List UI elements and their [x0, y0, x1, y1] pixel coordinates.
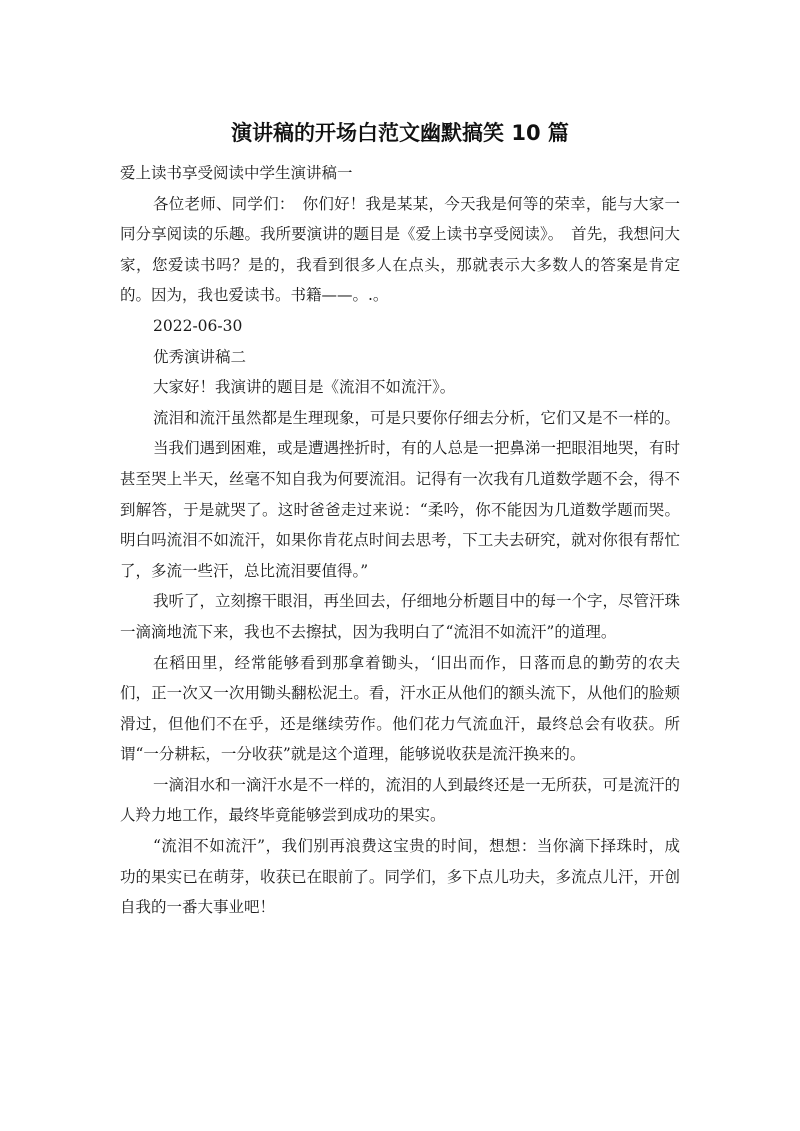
paragraph: 各位老师、同学们： 你们好！我是某某，今天我是何等的荣幸，能与大家一同分享阅读的乐趣。我所要演讲的题目是《爱上读书享受阅读》。 首先，我想问大家，您爱读书吗？是的，我看到很多人在点头，那就表示大多数人的答案是肯定的。因为，我也爱读书。书籍——。.。 [120, 194, 680, 305]
document-title: 演讲稿的开场白范文幽默搞笑 10 篇 [231, 121, 569, 145]
paragraph: 我听了，立刻擦干眼泪，再坐回去，仔细地分析题目中的每一个字，尽管汗珠一滴滴地流下来，我也不去擦拭，因为我明白了“流泪不如流汗”的道理。 [120, 592, 681, 641]
paragraph: 当我们遇到困难，或是遭遇挫折时，有的人总是一把鼻涕一把眼泪地哭，有时甚至哭上半天，丝毫不知自我为何要流泪。记得有一次我有几道数学题不会，得不到解答，于是就哭了。这时爸爸走过来说：“柔吟，你不能因为几道数学题而哭。明白吗流泪不如流汗，如果你肯花点时间去思考，下工夫去研究，就对你很有帮忙了，多流一些汗，总比流泪要值得。” [120, 439, 681, 580]
paragraph: 大家好！我演讲的题目是《流泪不如流汗》。 [153, 378, 456, 397]
paragraph: 流泪和流汗虽然都是生理现象，可是只要你仔细去分析，它们又是不一样的。 [153, 408, 681, 427]
paragraph-date: 2022-06-30 [153, 316, 243, 335]
document-body [120, 158, 680, 923]
paragraph: 在稻田里，经常能够看到那拿着锄头，‘旧出而作，日落而息的勤劳的农夫们，正一次又一次用锄头翻松泥土。看，汗水正从他们的额头流下，从他们的脸颊滑过，但他们不在乎，还是继续劳作。他们花力气流血汗，最终总会有收获。所谓“一分耕耘，一分收获”就是这个道理，能够说收获是流汗换来的。 [120, 653, 680, 764]
paragraph: “流泪不如流汗”，我们别再浪费这宝贵的时间，想想：当你滴下择珠时，成功的果实已在萌芽，收获已在眼前了。同学们，多下点儿功夫，多流点儿汗，开创自我的一番大事业吧！ [120, 837, 680, 917]
paragraph-subheading: 优秀演讲稿二 [153, 347, 247, 366]
paragraph: 一滴泪水和一滴汗水是不一样的，流泪的人到最终还是一无所获，可是流汗的人羚力地工作，最终毕竟能够尝到成功的果实。 [120, 775, 681, 825]
paragraph-subheading: 爱上读书享受阅读中学生演讲稿一 [120, 164, 353, 182]
